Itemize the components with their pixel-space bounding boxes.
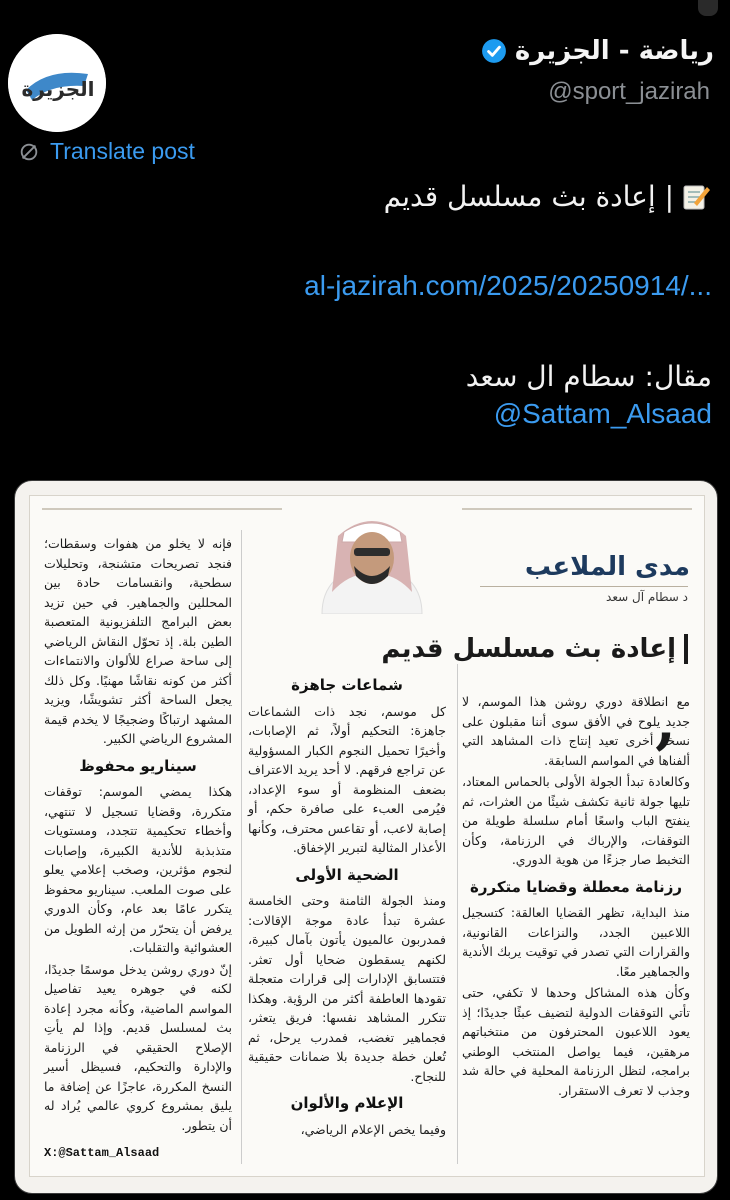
- section-heading: الإعلام والألوان: [290, 1094, 404, 1112]
- article-title: إعادة بث مسلسل قديم: [381, 634, 688, 664]
- newspaper-image[interactable]: [14, 480, 718, 1194]
- top-strip: [0, 0, 730, 22]
- article-column-right: [462, 687, 690, 1102]
- paragraph: كل موسم، نجد ذات الشماعات جاهزة: التحكيم أولاً، ثم الإصابات، وأخيرًا تحميل النجوم الكبار المسؤولية عن تراجع فرقهم. لا أحد يريد الاعتراف بضعف المنظومة أو سوء الإعداد، فيُرمى العبء على صافرة حكم، أو إصابة لاعب، أو تقاعس محترف، وكأنها الأعذار المثالية لتبرير الإخفاق.: [248, 703, 446, 855]
- memo-icon: [680, 181, 712, 213]
- author-signature: X:@Sattam_Alsaad: [44, 1146, 160, 1160]
- scroll-knob[interactable]: [698, 0, 718, 16]
- author-photo: [282, 502, 462, 614]
- byline: د سطام آل سعد: [606, 590, 688, 604]
- paragraph: هكذا يمضي الموسم: توقفات متكررة، وقضايا تسجيل لا تنتهي، وأخطاء تحكيمية تتجدد، ومستويات متذبذبة للأندية الكبيرة، وإصابات لنجوم مؤثرين، وصخب إعلامي يعلو على صوت الملعب. سيناريو محفوظ يتكرر عامًا بعد عام، وكأن الدوري يرفض أن يتحرّر من إرثه الطويل من العشوائية والتقلبات.: [44, 784, 232, 955]
- column-divider: [241, 530, 242, 1164]
- user-handle[interactable]: @sport_jazirah: [548, 78, 710, 105]
- paragraph: ومنذ الجولة الثامنة وحتى الخامسة عشرة تبدأ عادة موجة الإقالات: فمدربون عالميون يأتون بآمال كبيرة، لكنهم يسقطون ضحايا أول تعثر. فتتسابق الإدارات إلى قرارات متعجلة تقودها العاطفة أكثر من الرؤية. وهكذا تتكرر المشاهد نفسها: فريق يتعثر، فجماهير تغضب، فمدرب يرحل، ثم تُعلن خطة جديدة بلا ضمانات حقيقية للنجاح.: [248, 893, 446, 1084]
- section-heading: رزنامة معطلة وقضايا متكررة: [470, 877, 682, 896]
- column-name: مدى الملاعب: [524, 552, 690, 582]
- section-heading: الضحية الأولى: [295, 865, 399, 884]
- paragraph: وفيما يخص الإعلام الرياضي،: [300, 1121, 446, 1137]
- paragraph: فإنه لا يخلو من هفوات وسقطات؛ فنجد تصريحات متشنجة، وتحليلات سطحية، وانقسامات حادة بين المحللين والجماهير. في حين تزيد بعض البرامج التلفزيونية المتعصبة الطين بلة. إذ تحوّل النقاش الرياضي إلى ساحة صراع للألوان والانتماءات أكثر من كونه نقاشًا مهنيًا. وكل ذلك يجعل الساحة أكثر تشويشًا، ويزيد المشهد ارتباكًا وضجيجًا لا يخدم قيمة المشروع الرياضي الكبير.: [44, 536, 232, 746]
- post-headline-text: | إعادة بث مسلسل قديم: [383, 180, 674, 213]
- svg-text:الجزيرة: الجزيرة: [21, 77, 95, 101]
- display-name-row[interactable]: [481, 36, 714, 66]
- display-name[interactable]: رياضة - الجزيرة: [514, 36, 714, 66]
- quote-mark-icon: ,: [655, 687, 676, 757]
- newspaper-page: [29, 495, 705, 1177]
- section-heading: شماعات جاهزة: [291, 676, 403, 694]
- paragraph: وكالعادة تبدأ الجولة الأولى بالحماس المعتاد، تليها جولة ثانية تكشف شيئًا من العثرات، ثم ينفتح الباب واسعًا أمام سلسلة طويلة من التوقفات، والإرباك في الرزنامة، وكأن التخبط صار جزءًا من هوية الدوري.: [462, 774, 690, 867]
- translate-post-button[interactable]: [18, 138, 195, 165]
- al-jazirah-logo-icon: [8, 34, 106, 132]
- column-divider: [457, 664, 458, 1164]
- verified-badge-icon: [481, 38, 507, 64]
- paragraph: وكأن هذه المشاكل وحدها لا تكفي، حتى تأتي التوقفات الدولية لتضيف عبئًا جديدًا؛ إذ يعود اللاعبون المحترفون من منتخباتهم مرهقين، فيما يواصل المنتخب الوطني برامجه، لتظل الرزنامة المحلية في حالة شد وجذب لا تعرف الاستقرار.: [462, 985, 690, 1098]
- post-headline: [384, 180, 712, 213]
- paragraph: منذ البداية، تظهر القضايا العالقة: كتسجيل اللاعبين الجدد، والنزاعات القانونية، والقرارات التي تصدر في توقيت يربك الأندية والجماهير معًا.: [462, 905, 690, 979]
- byline-divider: [480, 586, 688, 587]
- author-line: مقال: سطام ال سعد: [465, 360, 712, 393]
- article-column-left: [44, 534, 232, 1137]
- paragraph: إنّ دوري روشن يدخل موسمًا جديدًا، لكنه في جوهره يعيد تفاصيل المواسم الماضية، وكأنه مجرد إعادة بث لمسلسل قديم. وإذا لم يأتِ الإصلاح الحقيقي في الرزنامة والإدارة والتحكيم، فسيظل أسير النسخ المكررة، عاجزًا عن إضافة ما يليق بمشروع كروي عالمي يُراد له أن يتطور.: [44, 961, 232, 1133]
- avatar[interactable]: [8, 34, 106, 132]
- status-bar: [0, 0, 730, 22]
- article-link[interactable]: al-jazirah.com/2025/20250914/...: [304, 270, 712, 301]
- author-mention-link[interactable]: @Sattam_Alsaad: [493, 398, 712, 429]
- translate-icon: [18, 141, 40, 163]
- paragraph: مع انطلاقة دوري روشن هذا الموسم، لا جديد يلوح في الأفق سوى أننا مقبلون على نسخة أخرى تعيد إنتاج ذات المشاهد التي ألفناها في المواسم السابقة.: [462, 694, 690, 768]
- translate-label: Translate post: [50, 138, 195, 164]
- section-heading: سيناريو محفوظ: [79, 756, 197, 775]
- article-column-middle: [248, 668, 446, 1141]
